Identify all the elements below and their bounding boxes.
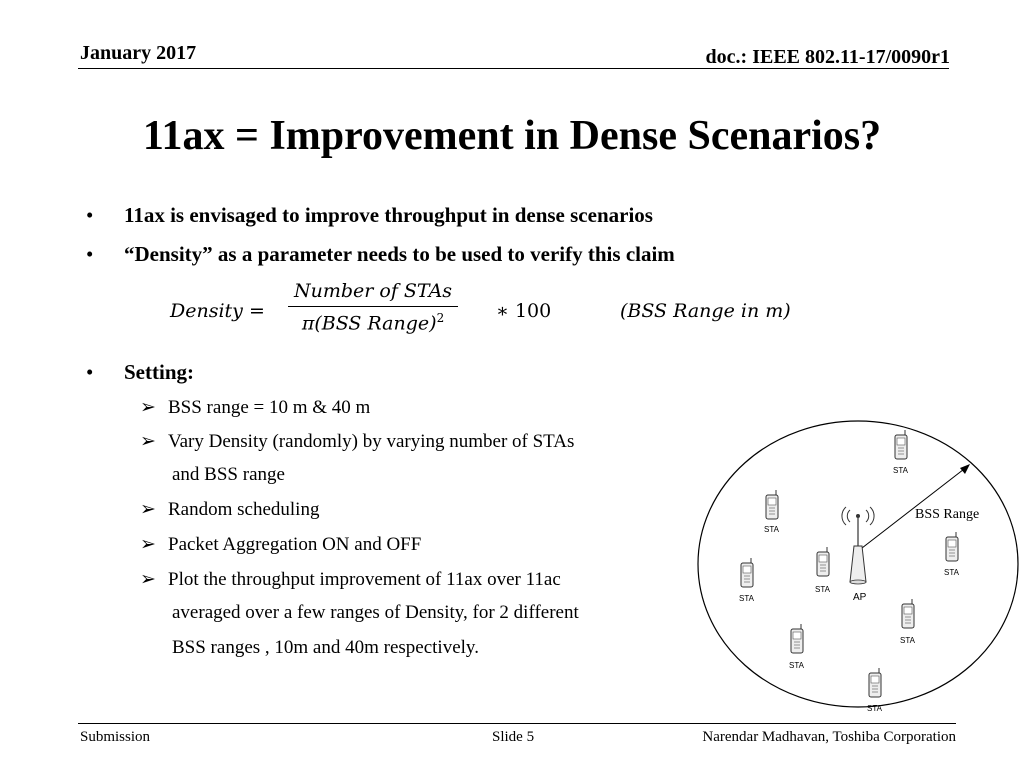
setting-item-2-cont: and BSS range [172,464,285,485]
sta-label: STA [739,594,754,603]
sta-phone-icon [869,668,881,697]
setting-item-4 [140,533,421,556]
bullet-2-text: “Density” as a parameter needs to be used to verify this claim [124,242,675,266]
arrow-bullet-icon: ➢ [140,431,156,452]
sta-label: STA [867,704,882,713]
setting-item-3 [140,498,319,521]
sta-phone-icon [766,490,778,519]
sta-phone-icon [902,599,914,628]
setting-item-1 [140,396,370,419]
sta-phone-icon [817,547,829,576]
formula-denominator [296,307,450,334]
arrow-bullet-icon: ➢ [140,397,156,418]
bullet-setting: • Setting: [86,360,194,384]
sta-label: STA [944,568,959,577]
setting-item-4-text: Packet Aggregation ON and OFF [168,534,422,555]
header-doc-id: doc.: IEEE 802.11-17/0090r1 [705,46,950,68]
setting-item-5 [140,568,561,591]
sta-label: STA [815,585,830,594]
formula-numerator: Number of STAs [288,280,458,307]
range-label: BSS Range [915,507,980,522]
arrow-bullet-icon: ➢ [140,534,156,555]
formula-denominator-text: π(BSS Range) [301,312,437,335]
sta-phone-icon [741,558,753,587]
bullet-1: • 11ax is envisaged to improve throughput in dense scenarios [86,203,653,227]
sta-phone-icon [791,624,803,653]
setting-item-5-cont-1: averaged over a few ranges of Density, for 2 different [172,602,579,623]
setting-heading: Setting: [124,360,194,384]
footer-submission: Submission [80,729,151,745]
ap-icon [842,507,874,584]
arrow-bullet-icon: ➢ [140,569,156,590]
formula-note: (BSS Range in m) [620,300,791,322]
sta-phone-icon [946,532,958,561]
bullet-2: • “Density” as a parameter needs to be used to verify this claim [86,242,675,266]
range-arrowhead [960,464,970,474]
footer-divider [78,723,956,724]
arrow-bullet-icon: ➢ [140,499,156,520]
header-divider [78,68,949,69]
sta-label: STA [764,525,779,534]
formula-fraction [288,280,458,334]
bullet-1-text: 11ax is envisaged to improve throughput in dense scenarios [124,203,653,227]
setting-item-3-text: Random scheduling [168,499,320,520]
sta-label: STA [789,661,804,670]
formula-multiplier: ∗ 100 [496,300,552,322]
setting-item-2-text: Vary Density (randomly) by varying number of STAs [168,431,575,452]
setting-item-5-cont-2: BSS ranges , 10m and 40m respectively. [172,637,479,658]
sta-phone-icon [895,430,907,459]
setting-item-5-text: Plot the throughput improvement of 11ax over 11ac [168,569,561,590]
bss-diagram [690,410,1020,720]
footer-author: Narendar Madhavan, Toshiba Corporation [702,729,956,745]
header-date: January 2017 [80,42,197,64]
sta-label: STA [900,636,915,645]
ap-label: AP [853,592,867,603]
slide-title: 11ax = Improvement in Dense Scenarios? [142,113,882,159]
formula-lhs: Density = [170,300,265,322]
formula-exponent: 2 [436,311,445,325]
sta-label: STA [893,466,908,475]
footer-slide-number: Slide 5 [492,729,535,745]
setting-item-1-text: BSS range = 10 m & 40 m [168,397,371,418]
setting-item-2 [140,430,574,453]
